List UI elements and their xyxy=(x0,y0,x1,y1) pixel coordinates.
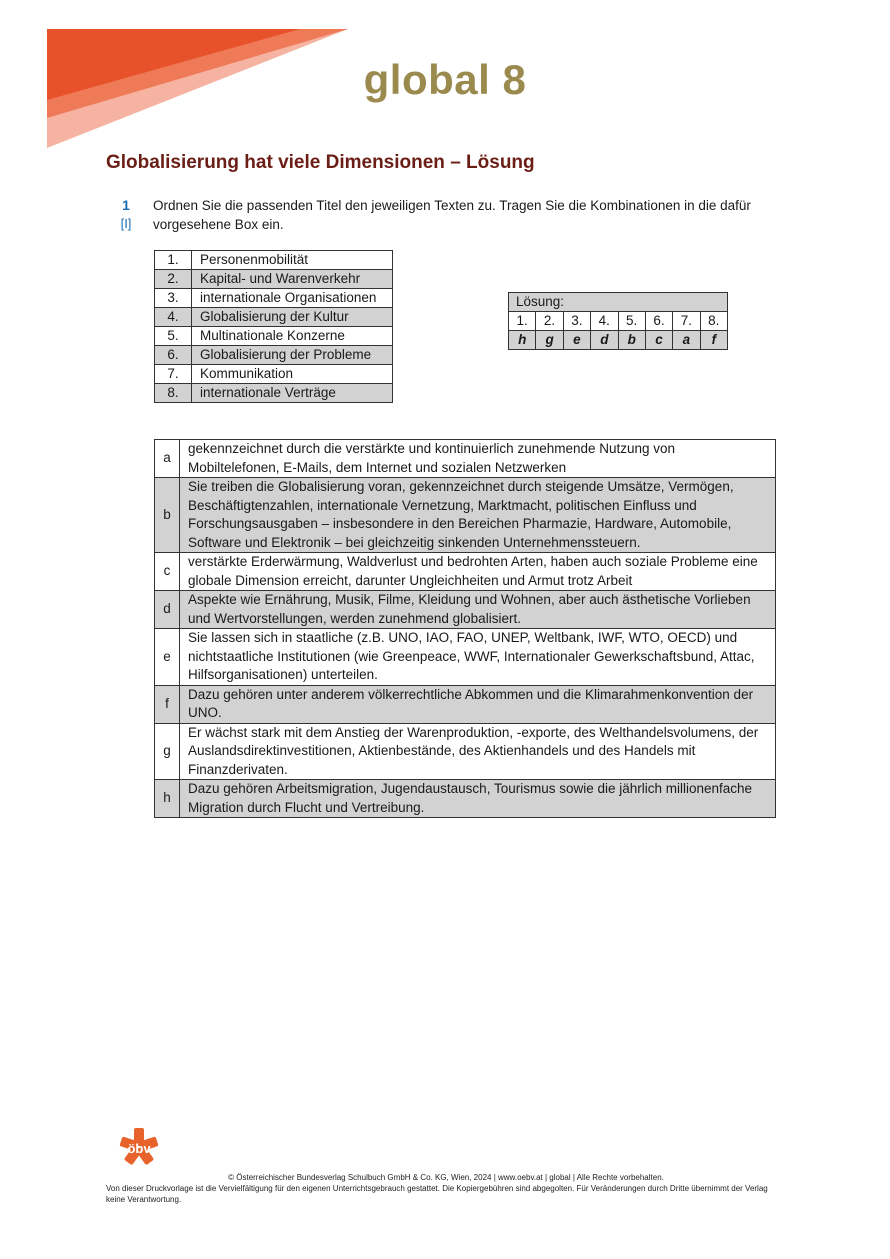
solution-answer: f xyxy=(700,331,727,350)
solution-answer: e xyxy=(563,331,590,350)
text-content: verstärkte Erderwärmung, Waldverlust und bedrohten Arten, haben auch soziale Probleme eine globale Dimension erreicht, darunter Ungleichheiten und Armut trotz Arbeit xyxy=(180,553,776,591)
footer-copyright: © Österreichischer Bundesverlag Schulbuch GmbH & Co. KG, Wien, 2024 | www.oebv.at | global | Alle Rechte vorbehalten. xyxy=(228,1173,664,1182)
brand-title: global 8 xyxy=(363,56,527,103)
solution-number: 3. xyxy=(563,312,590,331)
solution-answer: d xyxy=(591,331,618,350)
texts-table xyxy=(154,439,776,818)
title-text: Personenmobilität xyxy=(192,251,393,270)
task-number: 1 xyxy=(122,197,130,213)
title-number: 3. xyxy=(155,289,192,308)
text-content: Er wächst stark mit dem Anstieg der Warenproduktion, -exporte, des Welthandelsvolumens, der Auslandsdirektinvestitionen, Aktienbestände, des Aktienhandels und des Handels mit Finanzderivaten. xyxy=(180,723,776,780)
table-row xyxy=(155,327,393,346)
solution-number: 1. xyxy=(509,312,536,331)
solution-answer: a xyxy=(673,331,700,350)
solution-box xyxy=(508,292,728,350)
solution-answer: g xyxy=(536,331,563,350)
title-text: Globalisierung der Probleme xyxy=(192,346,393,365)
solution-number: 7. xyxy=(673,312,700,331)
footer xyxy=(106,1172,786,1205)
table-row xyxy=(155,251,393,270)
table-row xyxy=(155,591,776,629)
title-number: 7. xyxy=(155,365,192,384)
table-row xyxy=(155,308,393,327)
text-letter: b xyxy=(155,478,180,553)
text-letter: c xyxy=(155,553,180,591)
title-number: 6. xyxy=(155,346,192,365)
title-text: Multinationale Konzerne xyxy=(192,327,393,346)
publisher-logo xyxy=(116,1126,162,1172)
footer-notice: Von dieser Druckvorlage ist die Vervielfältigung für den eigenen Unterrichtsgebrauch gestattet. Die Kopiergebühren sind abgegolten. Für Veränderungen durch Dritte übernimmt der Verlag keine Verantwortung. xyxy=(106,1184,768,1204)
table-row xyxy=(155,629,776,686)
table-row xyxy=(155,270,393,289)
title-text: Kommunikation xyxy=(192,365,393,384)
table-row xyxy=(155,346,393,365)
title-number: 5. xyxy=(155,327,192,346)
task-level: [I] xyxy=(120,216,132,231)
solution-answer: c xyxy=(645,331,672,350)
text-content: Dazu gehören Arbeitsmigration, Jugendaustausch, Tourismus sowie die jährlich millionenfache Migration durch Flucht und Vertreibung. xyxy=(180,780,776,818)
table-row xyxy=(155,440,776,478)
title-text: internationale Verträge xyxy=(192,384,393,403)
table-row xyxy=(155,780,776,818)
solution-number: 5. xyxy=(618,312,645,331)
title-text: Globalisierung der Kultur xyxy=(192,308,393,327)
table-row xyxy=(155,384,393,403)
text-content: Sie treiben die Globalisierung voran, gekennzeichnet durch steigende Umsätze, Vermögen, Beschäftigtenzahlen, internationale Vernetzung, Marktmacht, politischen Einfluss und Forschungsausgaben – insbesondere in den Bereichen Pharmazie, Hardware, Automobile, Software und Elektronik – bei gleichzeitig sinkenden Unternehmenssteuern. xyxy=(180,478,776,553)
solution-label: Lösung: xyxy=(509,293,728,312)
title-number: 2. xyxy=(155,270,192,289)
solution-answer: b xyxy=(618,331,645,350)
text-content: Sie lassen sich in staatliche (z.B. UNO, IAO, FAO, UNEP, Weltbank, IWF, WTO, OECD) und nichtstaatliche Institutionen (wie Greenpeace, WWF, Internationaler Gewerkschaftsbund, Attac, Hilfsorganisationen) unterteilen. xyxy=(180,629,776,686)
table-row xyxy=(155,365,393,384)
table-row xyxy=(155,553,776,591)
title-number: 4. xyxy=(155,308,192,327)
text-letter: h xyxy=(155,780,180,818)
solution-number: 8. xyxy=(700,312,727,331)
solution-number-row xyxy=(509,312,728,331)
text-letter: f xyxy=(155,685,180,723)
solution-number: 4. xyxy=(591,312,618,331)
text-letter: g xyxy=(155,723,180,780)
solution-answer: h xyxy=(509,331,536,350)
solution-answer-row xyxy=(509,331,728,350)
titles-table xyxy=(154,250,393,403)
table-row xyxy=(155,723,776,780)
title-number: 8. xyxy=(155,384,192,403)
table-row xyxy=(155,478,776,553)
text-letter: a xyxy=(155,440,180,478)
solution-number: 2. xyxy=(536,312,563,331)
title-number: 1. xyxy=(155,251,192,270)
title-text: Kapital- und Warenverkehr xyxy=(192,270,393,289)
logo-text: öbv xyxy=(127,1141,151,1156)
page-title: Globalisierung hat viele Dimensionen – Lösung xyxy=(106,152,535,173)
solution-label-row xyxy=(509,293,728,312)
solution-number: 6. xyxy=(645,312,672,331)
table-row xyxy=(155,685,776,723)
text-letter: e xyxy=(155,629,180,686)
task-instruction: Ordnen Sie die passenden Titel den jeweiligen Texten zu. Tragen Sie die Kombinationen in die dafür vorgesehene Box ein. xyxy=(153,198,751,232)
title-text: internationale Organisationen xyxy=(192,289,393,308)
text-content: Aspekte wie Ernährung, Musik, Filme, Kleidung und Wohnen, aber auch ästhetische Vorlieben und Wertvorstellungen, werden zunehmend globalisiert. xyxy=(180,591,776,629)
text-letter: d xyxy=(155,591,180,629)
text-content: Dazu gehören unter anderem völkerrechtliche Abkommen und die Klimarahmenkonvention der UNO. xyxy=(180,685,776,723)
text-content: gekennzeichnet durch die verstärkte und kontinuierlich zunehmende Nutzung von Mobiltelefonen, E-Mails, dem Internet und sozialen Netzwerken xyxy=(180,440,776,478)
table-row xyxy=(155,289,393,308)
